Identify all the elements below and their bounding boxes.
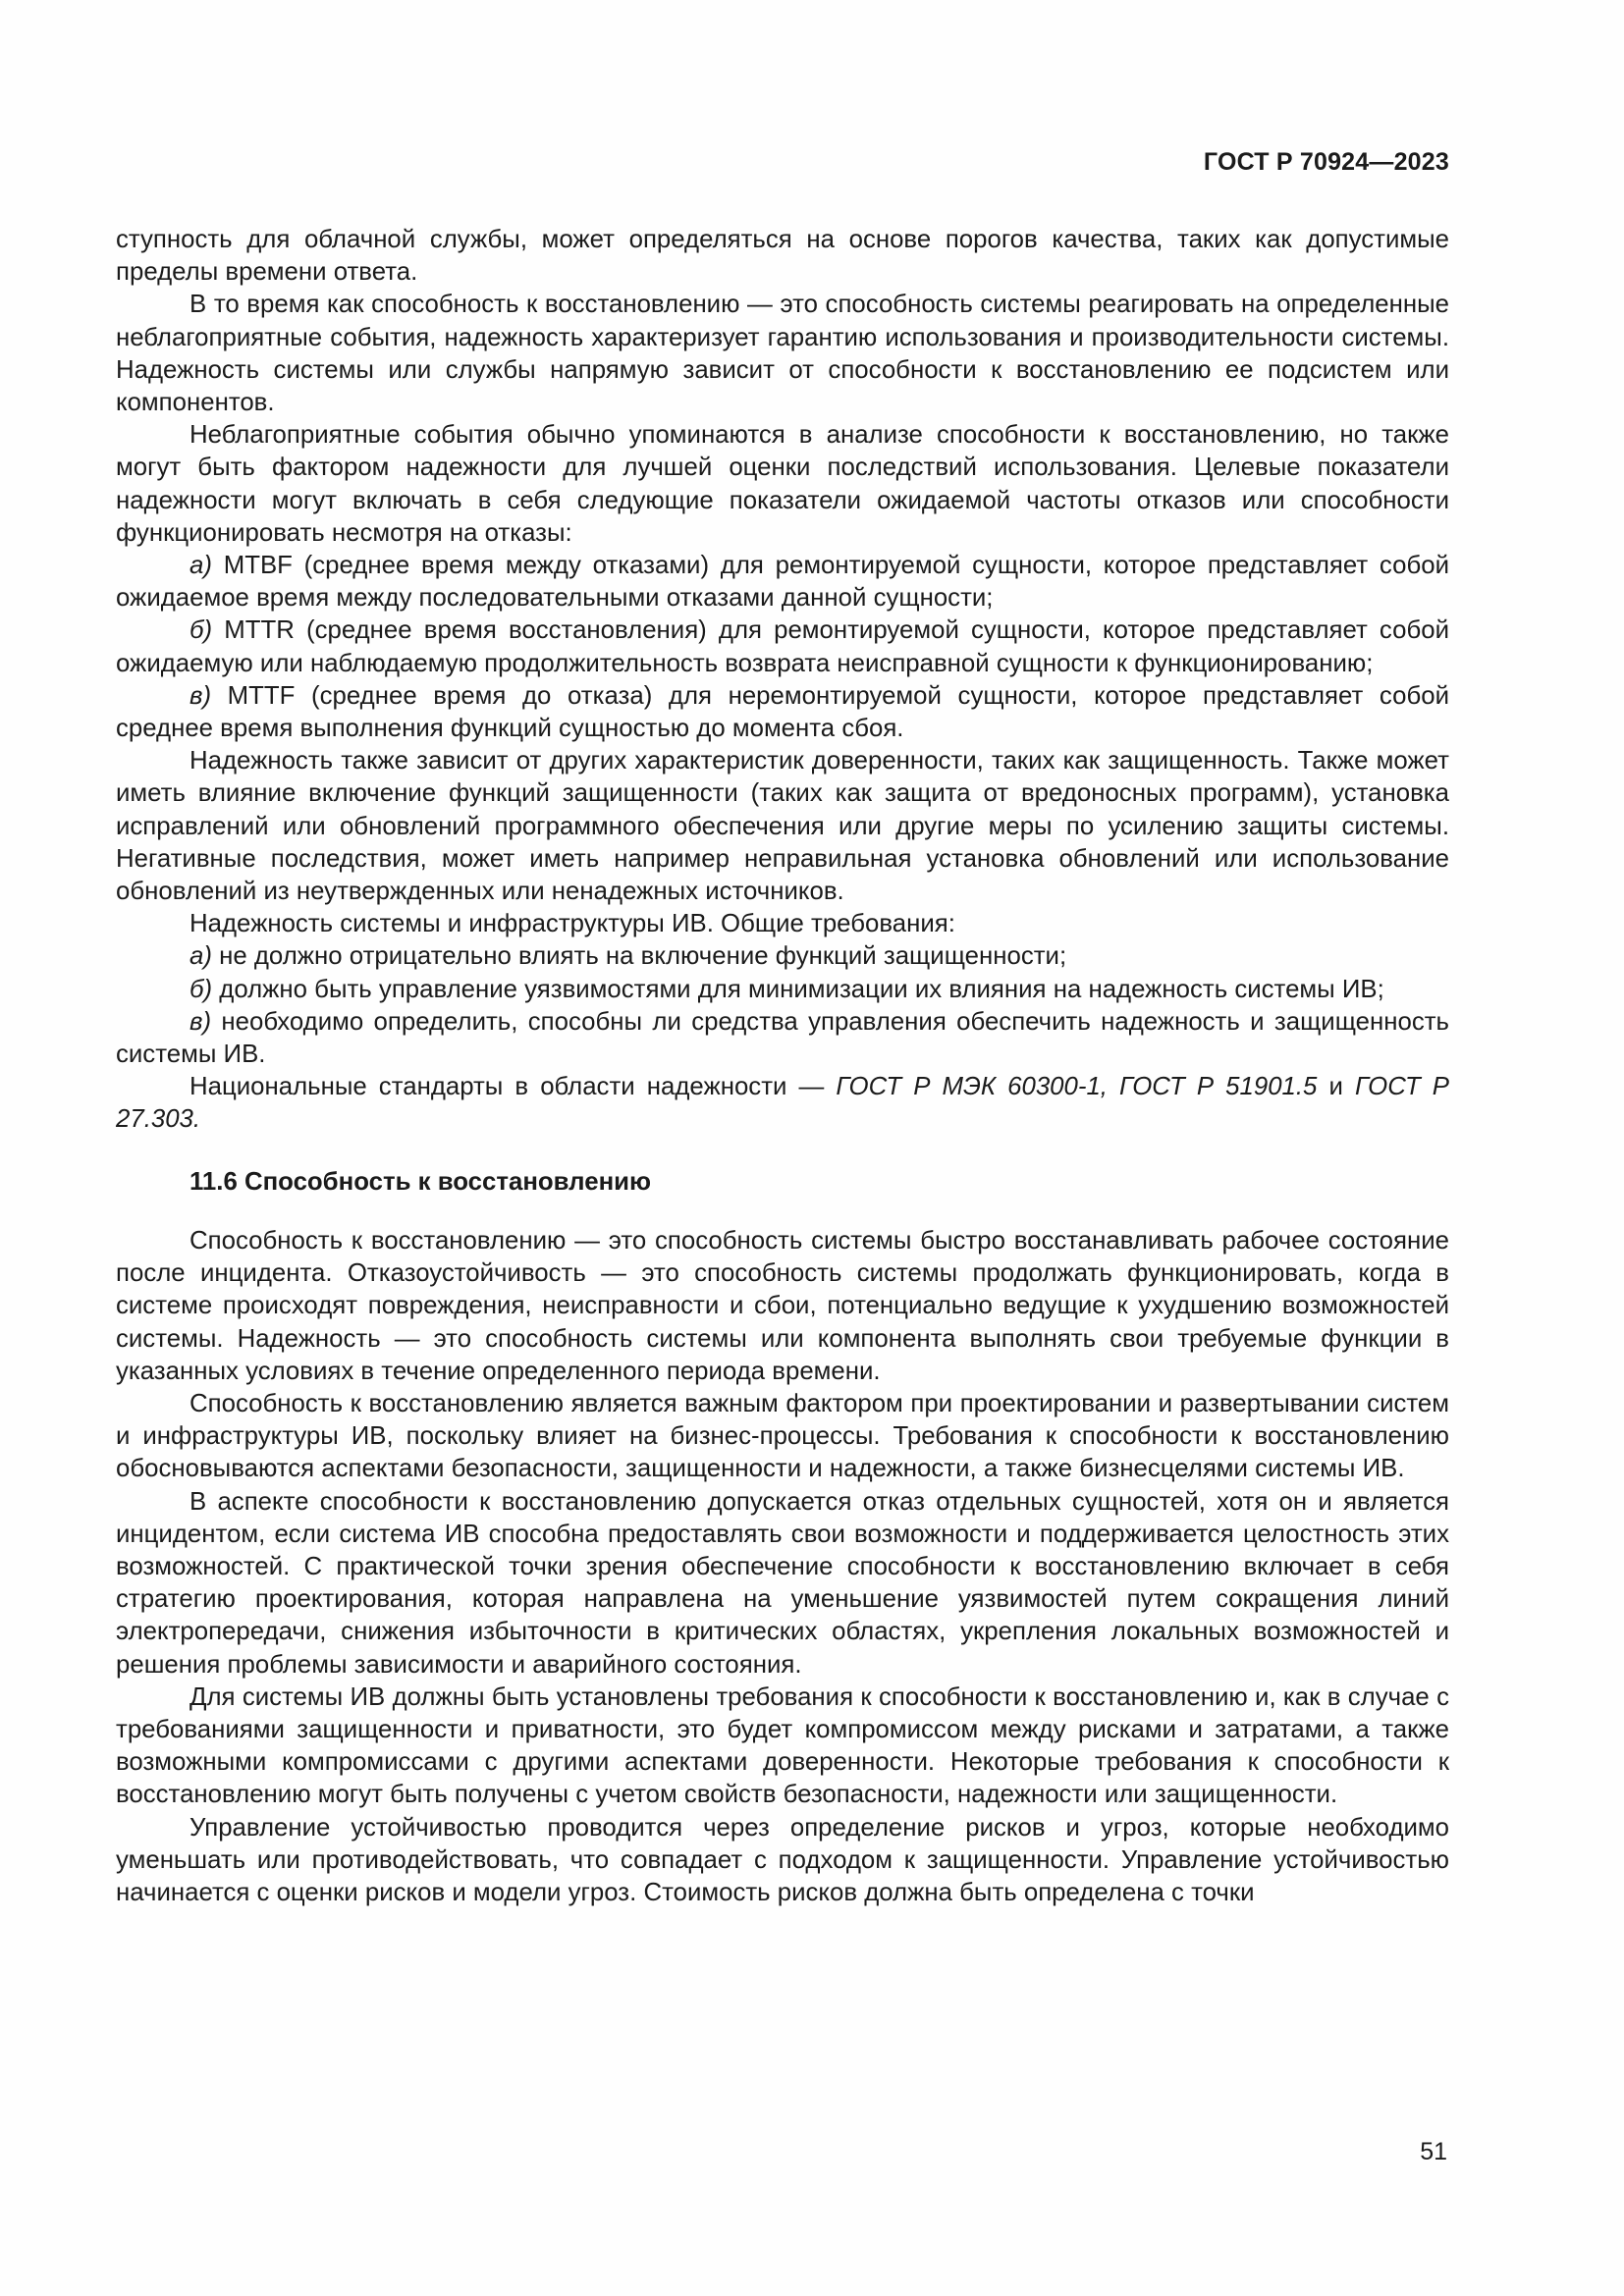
list-marker: в) bbox=[189, 1007, 212, 1036]
list-marker: б) bbox=[189, 616, 213, 645]
list-item-text: MTBF (среднее время между отказами) для ремонтируемой сущности, которое представляет собой ожидаемое время между последовательными отказами данной сущности; bbox=[116, 552, 1449, 613]
paragraph: Управление устойчивостью проводится через определение рисков и угроз, которые необходимо уменьшать или противодействовать, что совпадает с подходом к защищенности. Управление устойчивостью начинается с оценки рисков и модели угроз. Стоимость рисков должна быть определена с точки bbox=[116, 1813, 1449, 1906]
list-item-text: MTTF (среднее время до отказа) для неремонтируемой сущности, которое представляет собой среднее время выполнения функций сущностью до момента сбоя. bbox=[116, 681, 1449, 743]
list-item-text: должно быть управление уязвимостями для минимизации их влияния на надежность системы ИВ; bbox=[212, 975, 1384, 1003]
paragraph bbox=[116, 1071, 1449, 1136]
document-body bbox=[116, 224, 1449, 1909]
list-marker: а) bbox=[189, 552, 212, 580]
paragraph: В то время как способность к восстановлению — это способность системы реагировать на определенные неблагоприятные события, надежность характеризует гарантию использования и производительности системы. Надежность системы или службы напрямую зависит от способности к восстановлению ее подсистем или компонентов. bbox=[116, 291, 1449, 417]
list-item-text: не должно отрицательно влиять на включение функций защищенности; bbox=[211, 942, 1067, 971]
page-number: 51 bbox=[1420, 2138, 1447, 2165]
paragraph-lead: Национальные стандарты в области надежности — bbox=[189, 1073, 837, 1101]
list-marker: б) bbox=[189, 975, 213, 1003]
paragraph: Надежность также зависит от других характеристик доверенности, таких как защищенность. Также может иметь влияние включение функций защищенности (таких как защита от вредоносных программ), установка исправлений или обновлений программного обеспечения или другие меры по усилению защиты системы. Негативные последствия, может иметь например неправильная установка обновлений или использование обновлений из неутвержденных или ненадежных источников. bbox=[116, 747, 1449, 906]
paragraph: В аспекте способности к восстановлению допускается отказ отдельных сущностей, хотя он и является инцидентом, если система ИВ способна предоставлять свои возможности и поддерживается целостность этих возможностей. С практической точки зрения обеспечение способности к восстановлению включает в себя стратегию проектирования, которая направлена на уменьшение уязвимостей путем сокращения линий электропередачи, снижения избыточности в критических областях, укрепления локальных возможностей и решения проблемы зависимости и аварийного состояния. bbox=[116, 1487, 1449, 1679]
paragraph: Способность к восстановлению является важным фактором при проектировании и развертывании систем и инфраструктуры ИВ, поскольку влияет на бизнес-процессы. Требования к способности к восстановлению обосновываются аспектами безопасности, защищенности и надежности, а также бизнесцелями системы ИВ. bbox=[116, 1389, 1449, 1483]
list-item-text: MTTR (среднее время восстановления) для ремонтируемой сущности, которое представляет собой ожидаемую или наблюдаемую продолжительность возврата неисправной сущности к функционированию; bbox=[116, 616, 1449, 677]
section-heading: 11.6 Способность к восстановлению bbox=[189, 1167, 652, 1196]
standard-reference: ГОСТ Р 27.303. bbox=[116, 1073, 1449, 1134]
paragraph: ступность для облачной службы, может определяться на основе порогов качества, таких как допустимые пределы времени ответа. bbox=[116, 226, 1449, 287]
list-item bbox=[116, 940, 1449, 973]
list-item bbox=[116, 680, 1449, 745]
list-item bbox=[116, 974, 1449, 1006]
paragraph: Надежность системы и инфраструктуры ИВ. Общие требования: bbox=[189, 910, 955, 938]
list-item bbox=[116, 550, 1449, 614]
list-marker: в) bbox=[189, 681, 212, 710]
paragraph: Способность к восстановлению — это способность системы быстро восстанавливать рабочее состояние после инцидента. Отказоустойчивость — это способность системы продолжать функционировать, когда в системе происходят повреждения, неисправности и сбои, потенциально ведущие к ухудшению возможностей системы. Надежность — это способность системы или компонента выполнять свои требуемые функции в указанных условиях в течение определенного периода времени. bbox=[116, 1226, 1449, 1385]
standard-reference: ГОСТ Р МЭК 60300-1, ГОСТ Р 51901.5 bbox=[836, 1073, 1318, 1101]
conjunction: и bbox=[1317, 1073, 1355, 1101]
paragraph: Для системы ИВ должны быть установлены требования к способности к восстановлению и, как в случае с требованиями защищенности и приватности, это будет компромиссом между рисками и затратами, а также возможными компромиссами с другими аспектами доверенности. Некоторые требования к способности к восстановлению могут быть получены с учетом свойств безопасности, надежности или защищенности. bbox=[116, 1682, 1449, 1809]
list-item-text: необходимо определить, способны ли средства управления обеспечить надежность и защищенность системы ИВ. bbox=[116, 1007, 1449, 1069]
document-header: ГОСТ Р 70924—2023 bbox=[1203, 148, 1449, 176]
paragraph: Неблагоприятные события обычно упоминаются в анализе способности к восстановлению, но также могут быть фактором надежности для лучшей оценки последствий использования. Целевые показатели надежности могут включать в себя следующие показатели ожидаемой частоты отказов или способности функционировать несмотря на отказы: bbox=[116, 421, 1449, 547]
list-marker: а) bbox=[189, 942, 212, 971]
list-item bbox=[116, 614, 1449, 679]
list-item bbox=[116, 1006, 1449, 1071]
